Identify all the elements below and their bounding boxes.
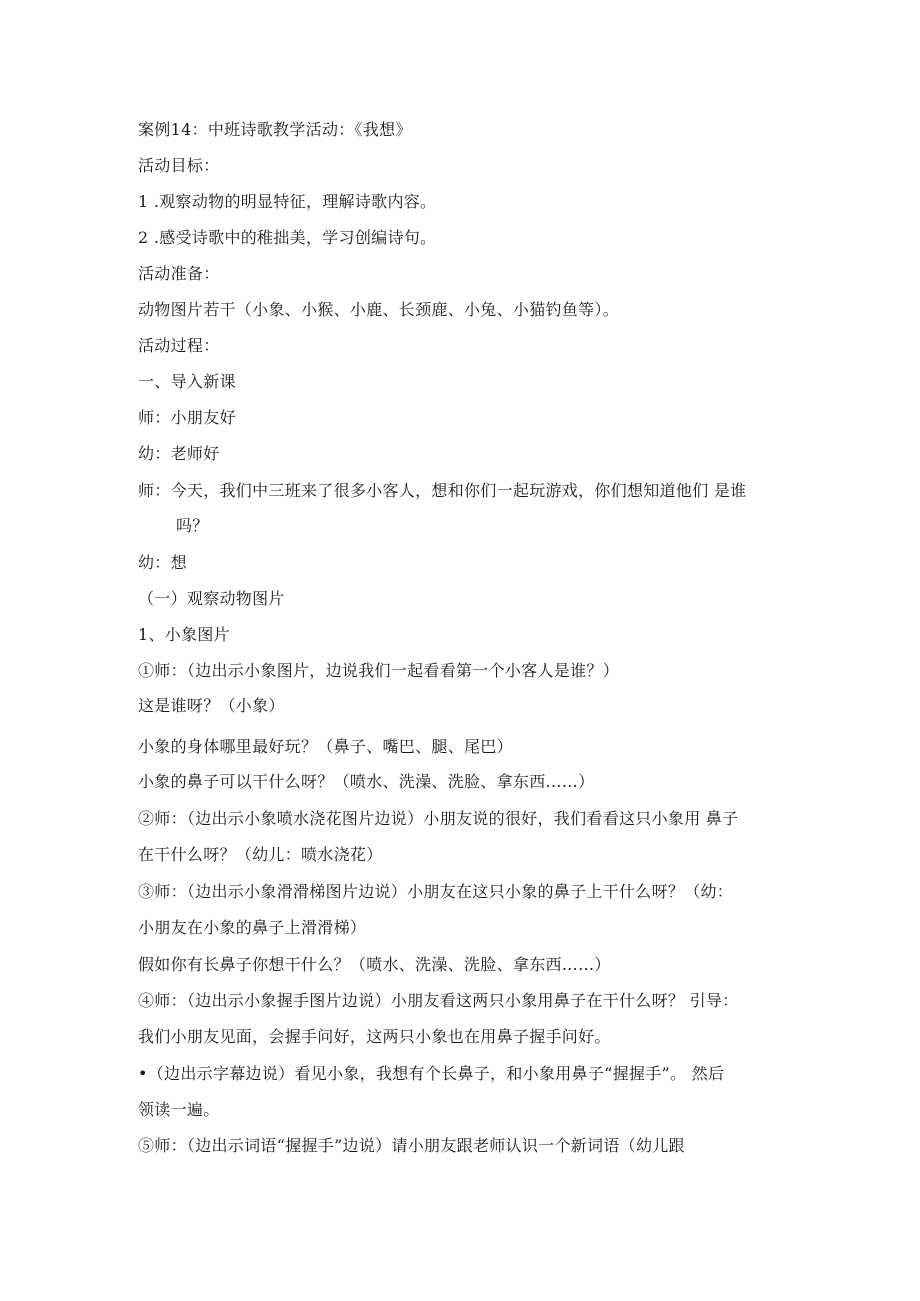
- paragraph-line: ④师：（边出示小象握手图片边说）小朋友看这两只小象用鼻子在干什么呀？ 引导：: [138, 991, 739, 1010]
- paragraph-line: 我们小朋友见面，会握手问好，这两只小象也在用鼻子握手问好。: [138, 1027, 611, 1046]
- paragraph-line: ⑤师：（边出示词语“握握手”边说）请小朋友跟老师认识一个新词语（幼儿跟: [138, 1136, 685, 1155]
- goal-item-1: 1 .观察动物的明显特征，理解诗歌内容。: [138, 192, 437, 211]
- paragraph-line: 假如你有长鼻子你想干什么？（喷水、洗澡、洗脸、拿东西……）: [138, 955, 611, 974]
- preparation-text: 动物图片若干（小象、小猴、小鹿、长颈鹿、小兔、小猫钓鱼等）。: [138, 300, 620, 319]
- paragraph-line: 这是谁呀？（小象）: [138, 696, 285, 715]
- section-heading-goals: 活动目标：: [138, 156, 220, 175]
- dialogue-line: 幼：老师好: [138, 444, 220, 463]
- process-step-heading: 一、导入新课: [138, 372, 236, 391]
- subsection-heading: （一）观察动物图片: [138, 589, 285, 608]
- dialogue-line: 师：今天，我们中三班来了很多小客人，想和你们一起玩游戏，你们想知道他们 是谁: [138, 481, 747, 500]
- paragraph-line: ②师：（边出示小象喷水浇花图片边说）小朋友说的很好，我们看看这只小象用 鼻子: [138, 809, 739, 828]
- case-title: 案例14：中班诗歌教学活动：《我想》: [138, 120, 412, 139]
- bullet-line: •（边出示字幕边说）看见小象，我想有个长鼻子，和小象用鼻子“握握手”。 然后: [138, 1064, 725, 1083]
- paragraph-line: ③师：（边出示小象滑滑梯图片边说）小朋友在这只小象的鼻子上干什么呀？（幼：: [138, 882, 734, 901]
- paragraph-line: 领读一遍。: [138, 1100, 220, 1119]
- goal-item-2: 2 .感受诗歌中的稚拙美，学习创编诗句。: [138, 228, 437, 247]
- dialogue-line: 师：小朋友好: [138, 408, 236, 427]
- paragraph-line: 小象的鼻子可以干什么呀？（喷水、洗澡、洗脸、拿东西……）: [138, 772, 595, 791]
- dialogue-line: 幼：想: [138, 553, 187, 572]
- paragraph-line: 小象的身体哪里最好玩？（鼻子、嘴巴、腿、尾巴）: [138, 737, 513, 756]
- dialogue-line-continued: 吗？: [176, 516, 209, 535]
- subsection-item-heading: 1、小象图片: [138, 625, 230, 644]
- section-heading-preparation: 活动准备：: [138, 264, 220, 283]
- section-heading-process: 活动过程：: [138, 336, 220, 355]
- paragraph-line: 小朋友在小象的鼻子上滑滑梯）: [138, 918, 367, 937]
- paragraph-line: ①师：（边出示小象图片，边说我们一起看看第一个小客人是谁？）: [138, 661, 620, 680]
- paragraph-line: 在干什么呀？（幼儿：喷水浇花）: [138, 845, 383, 864]
